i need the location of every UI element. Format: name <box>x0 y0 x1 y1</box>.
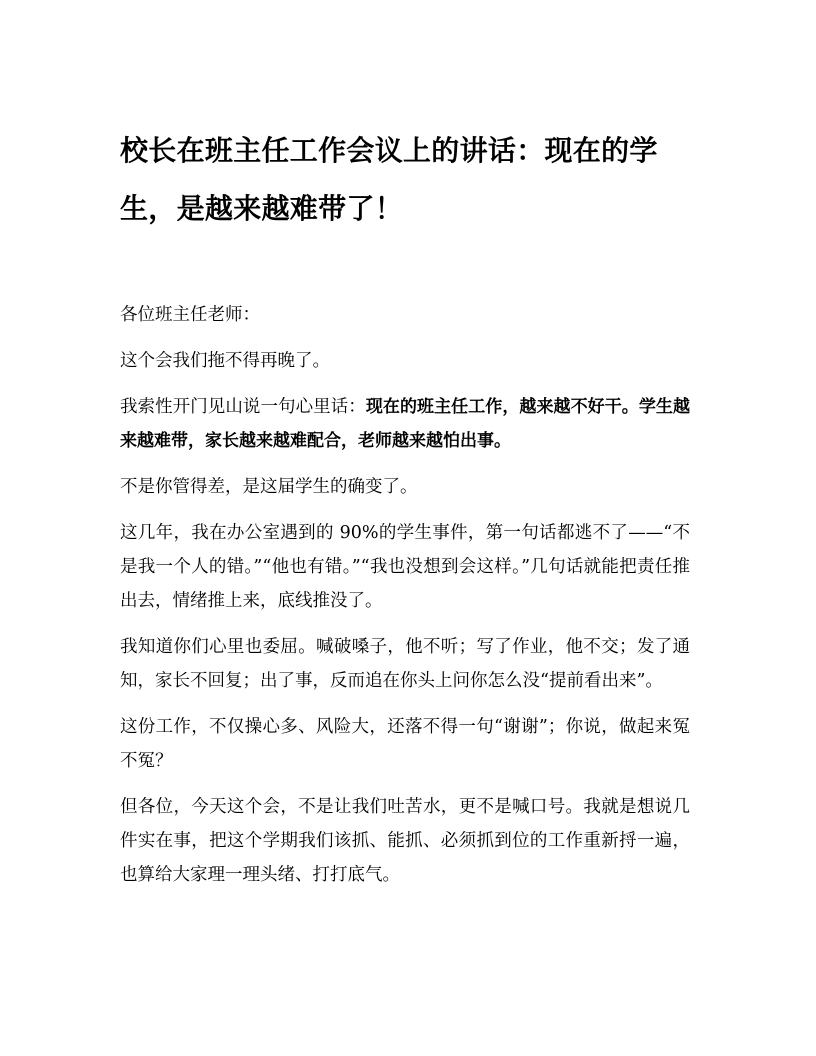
paragraph: 我知道你们心里也委屈。喊破嗓子，他不听；写了作业，他不交；发了通知，家长不回复；出了事，反而追在你头上问你怎么没“提前看出来”。 <box>120 637 690 691</box>
document-body <box>120 298 690 904</box>
paragraph <box>120 390 690 458</box>
bold-emphasis: 现在的班主任工作，越来越不好干。学生越来越难带，家长越来越难配合，老师越来越怕出事。 <box>120 397 690 451</box>
paragraph-greeting: 各位班主任老师： <box>120 305 260 325</box>
paragraph: 这几年，我在办公室遇到的 90%的学生事件，第一句话都逃不了——“不是我一个人的错。”“他也有错。”“我也没想到会这样。”几句话就能把责任推出去，情绪推上来，底线推没了。 <box>120 523 690 611</box>
document-title: 校长在班主任工作会议上的讲话：现在的学生，是越来越难带了！ <box>120 134 658 225</box>
paragraph: 这个会我们拖不得再晚了。 <box>120 351 330 371</box>
paragraph: 这份工作，不仅操心多、风险大，还落不得一句“谢谢”；你说，做起来冤不冤？ <box>120 717 690 771</box>
paragraph-text: 我索性开门见山说一句心里话： <box>120 397 366 417</box>
paragraph: 但各位，今天这个会，不是让我们吐苦水，更不是喊口号。我就是想说几件实在事，把这个学期我们该抓、能抓、必须抓到位的工作重新捋一遍，也算给大家理一理头绪、打打底气。 <box>120 797 690 885</box>
paragraph: 不是你管得差，是这届学生的确变了。 <box>120 477 418 497</box>
